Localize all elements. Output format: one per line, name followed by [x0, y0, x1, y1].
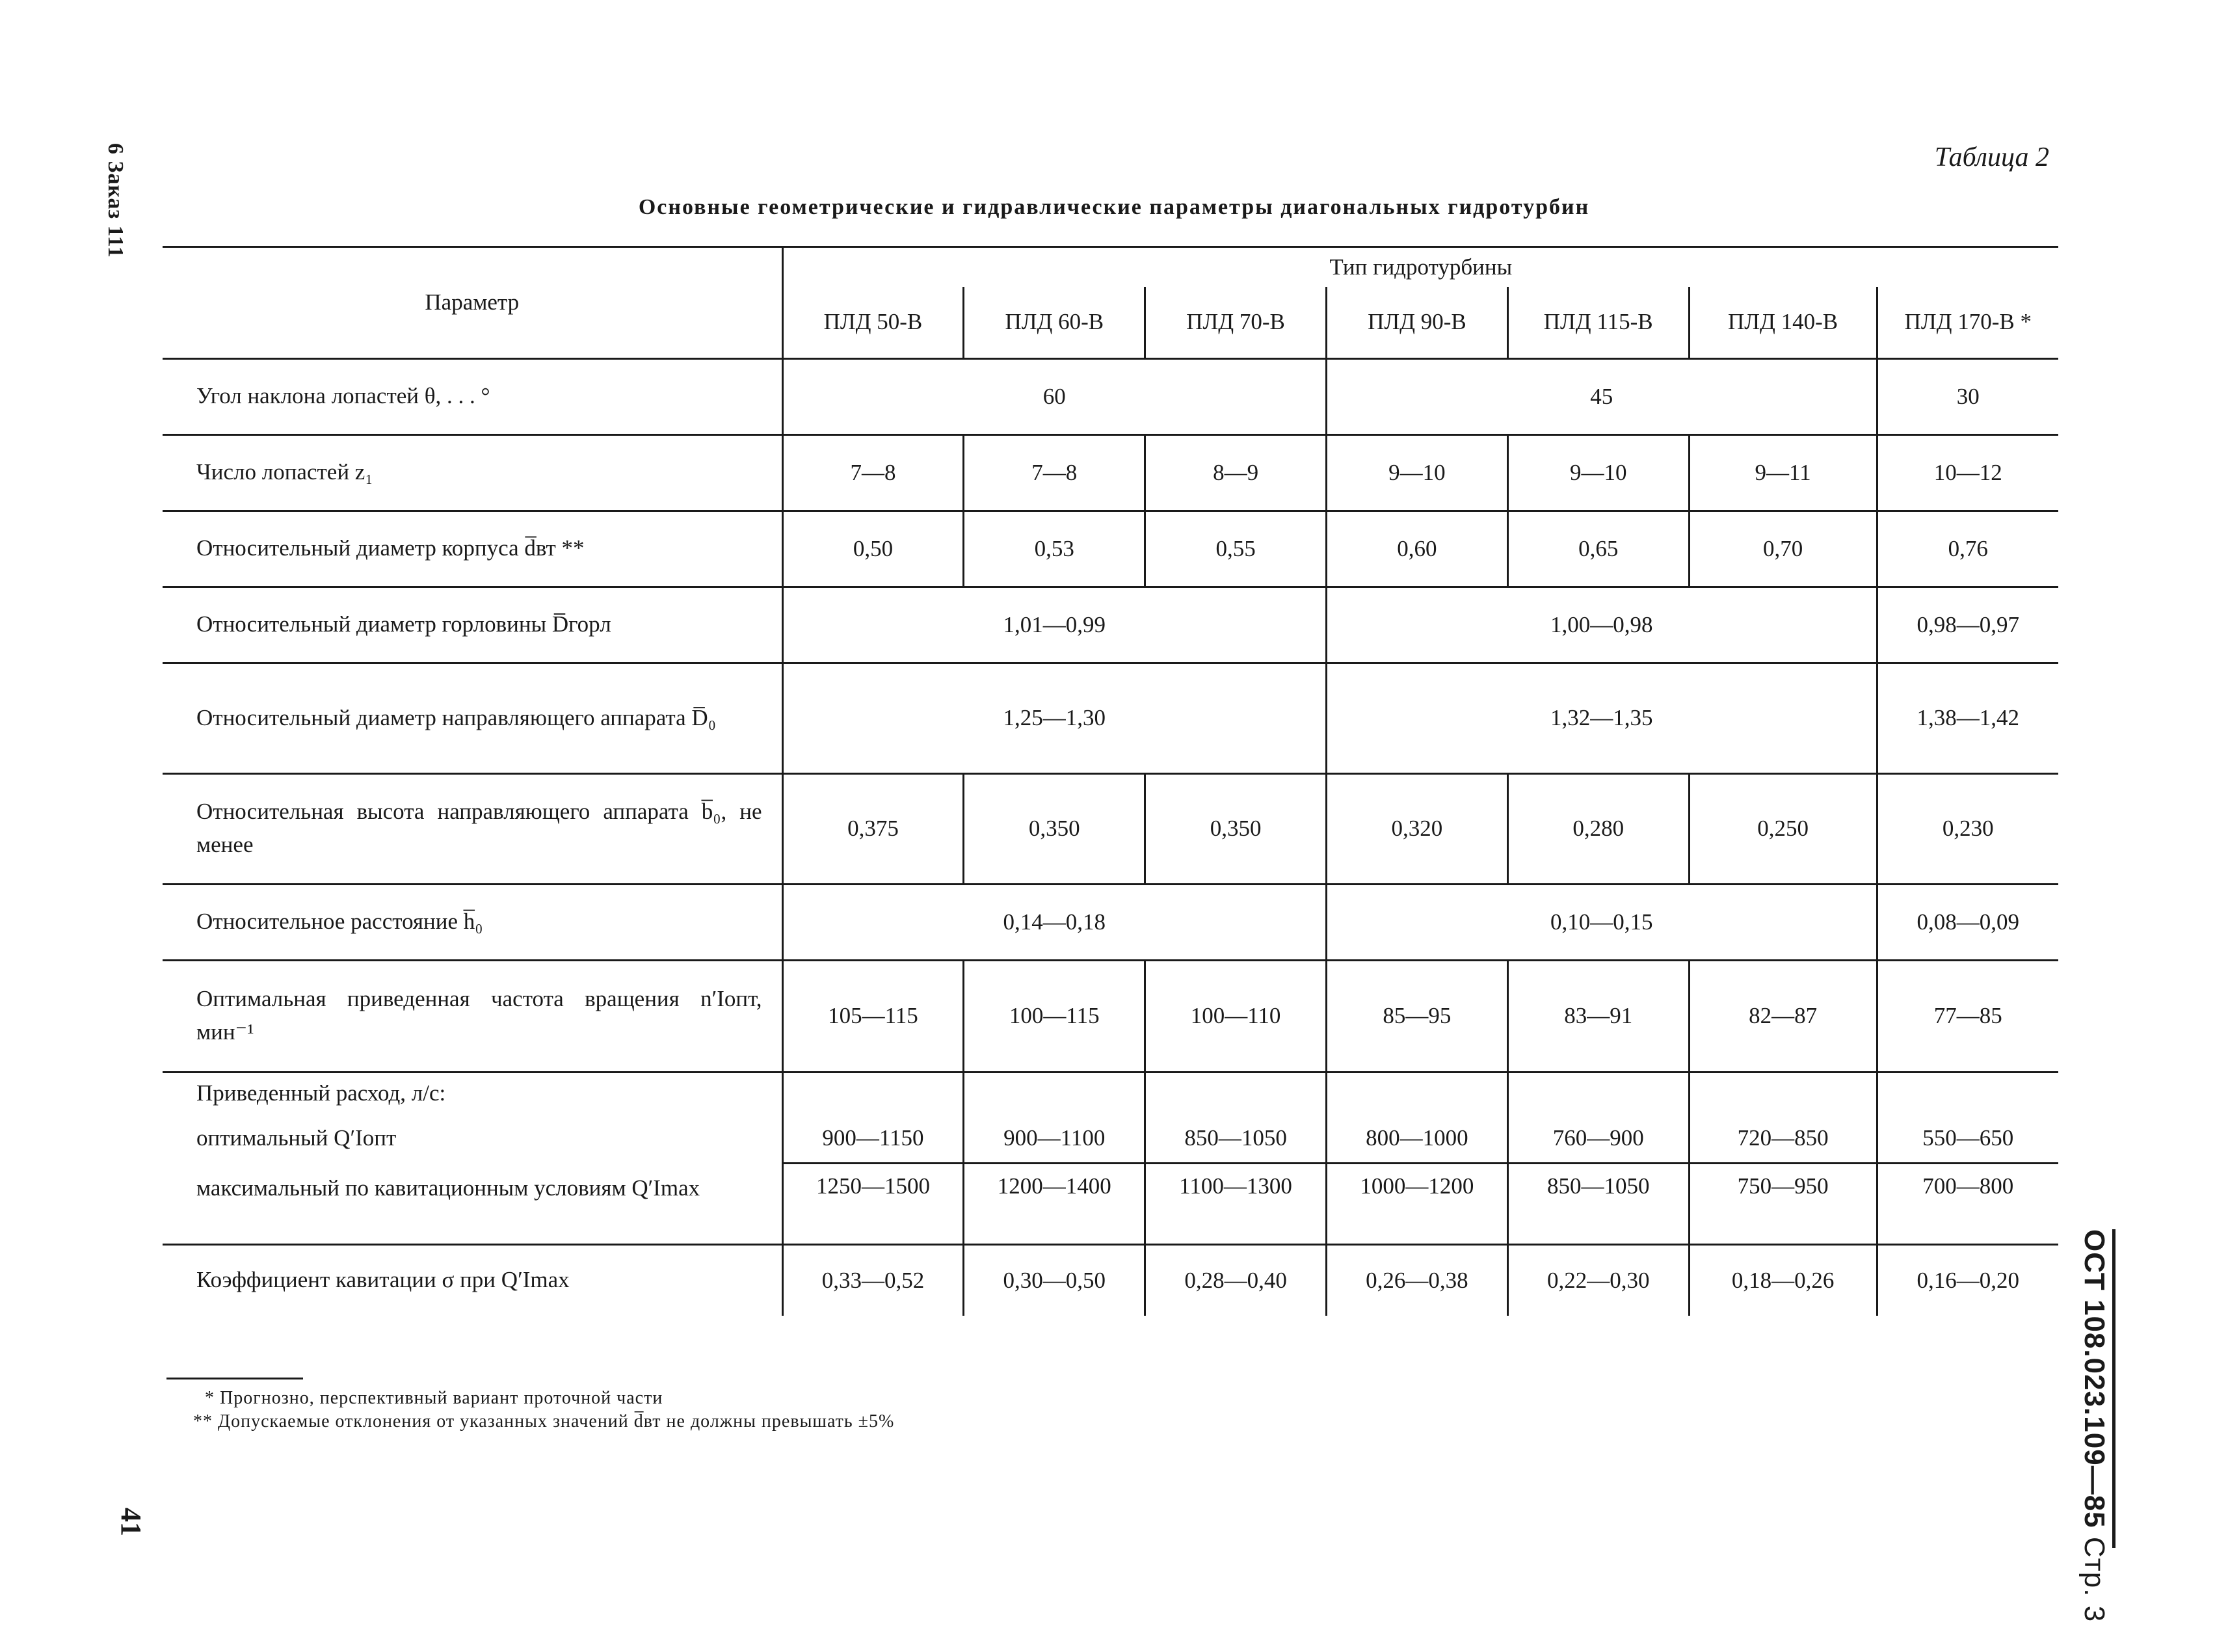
- cell: 60: [782, 358, 1326, 434]
- table-row: [163, 1114, 2058, 1163]
- cell: 30: [1877, 358, 2058, 434]
- table-row: [163, 1163, 2058, 1244]
- cell: 0,10—0,15: [1326, 884, 1877, 960]
- footnote-divider: [166, 1378, 303, 1379]
- order-label: 6 Заказ 111: [103, 143, 127, 258]
- page-number: 41: [115, 1508, 147, 1536]
- cell: 800—1000: [1326, 1114, 1507, 1163]
- cell: 700—800: [1877, 1163, 2058, 1244]
- cell: 9—10: [1507, 434, 1689, 511]
- standard-bar: [2112, 1229, 2115, 1548]
- row-label: оптимальный Q′Iопт: [196, 1125, 397, 1151]
- cell: 8—9: [1145, 434, 1327, 511]
- cell: 0,28—0,40: [1145, 1244, 1327, 1316]
- cell: 850—1050: [1507, 1163, 1689, 1244]
- table-row: [163, 1244, 2058, 1316]
- cell: 1250—1500: [782, 1163, 964, 1244]
- cell: 0,26—0,38: [1326, 1244, 1507, 1316]
- cell: 0,65: [1507, 511, 1689, 587]
- cell: 850—1050: [1145, 1114, 1327, 1163]
- cell: 0,55: [1145, 511, 1327, 587]
- cell: 0,14—0,18: [782, 884, 1326, 960]
- cell: 1,38—1,42: [1877, 663, 2058, 773]
- cell: 900—1100: [964, 1114, 1145, 1163]
- cell: 1,25—1,30: [782, 663, 1326, 773]
- header-type: Тип гидротурбины: [782, 247, 2058, 287]
- header-col: ПЛД 170-В *: [1877, 287, 2058, 358]
- cell: 0,70: [1689, 511, 1877, 587]
- cell: 0,350: [1145, 773, 1327, 884]
- cell: 900—1150: [782, 1114, 964, 1163]
- cell: 0,76: [1877, 511, 2058, 587]
- cell: 0,30—0,50: [964, 1244, 1145, 1316]
- cell: 0,60: [1326, 511, 1507, 587]
- cell: 1200—1400: [964, 1163, 1145, 1244]
- row-label: Оптимальная приведенная частота вращения n′Iопт, мин⁻¹: [163, 960, 782, 1072]
- table-row: [163, 663, 2058, 773]
- footnote: * Прогнозно, перспективный вариант проточной части: [205, 1388, 663, 1408]
- footnote: ** Допускаемые отклонения от указанных значений d̅вт не должны превышать ±5%: [193, 1411, 895, 1432]
- cell: 720—850: [1689, 1114, 1877, 1163]
- row-label: Приведенный расход, л/с:: [196, 1080, 446, 1106]
- cell: 83—91: [1507, 960, 1689, 1072]
- cell: 100—110: [1145, 960, 1327, 1072]
- header-col: ПЛД 115-В: [1507, 287, 1689, 358]
- table-row: [163, 358, 2058, 434]
- cell: 0,33—0,52: [782, 1244, 964, 1316]
- row-label: Относительный диаметр направляющего аппарата D̅₀: [163, 663, 782, 773]
- cell: 0,320: [1326, 773, 1507, 884]
- row-label: Относительное расстояние h̅₀: [163, 884, 782, 960]
- cell: 1100—1300: [1145, 1163, 1327, 1244]
- row-label: Коэффициент кавитации σ при Q′Imax: [196, 1267, 570, 1293]
- cell: 105—115: [782, 960, 964, 1072]
- header-col: ПЛД 50-В: [782, 287, 964, 358]
- row-label: Относительная высота направляющего аппарата b̅₀, не менее: [163, 773, 782, 884]
- row-label: Относительный диаметр горловины D̅горл: [163, 587, 782, 663]
- table-row: [163, 884, 2058, 960]
- cell: 7—8: [964, 434, 1145, 511]
- cell: 1,00—0,98: [1326, 587, 1877, 663]
- table-label: Таблица 2: [1934, 142, 2049, 172]
- cell: 1,32—1,35: [1326, 663, 1877, 773]
- cell: 0,250: [1689, 773, 1877, 884]
- cell: 0,375: [782, 773, 964, 884]
- header-col: ПЛД 90-В: [1326, 287, 1507, 358]
- row-label: Число лопастей z₁: [163, 434, 782, 511]
- cell: 7—8: [782, 434, 964, 511]
- table-row: [163, 773, 2058, 884]
- cell: 0,08—0,09: [1877, 884, 2058, 960]
- cell: 100—115: [964, 960, 1145, 1072]
- cell: 0,98—0,97: [1877, 587, 2058, 663]
- standard-page: Стр. 3: [2078, 1536, 2110, 1623]
- standard-number: ОСТ 108.023.109—85: [2078, 1229, 2110, 1528]
- table-row: [163, 960, 2058, 1072]
- cell: 85—95: [1326, 960, 1507, 1072]
- table-title: Основные геометрические и гидравлические параметры диагональных гидротурбин: [638, 195, 1590, 219]
- cell: 0,22—0,30: [1507, 1244, 1689, 1316]
- cell: 77—85: [1877, 960, 2058, 1072]
- footnotes: [193, 1387, 895, 1434]
- row-label: Относительный диаметр корпуса d̅вт **: [163, 511, 782, 587]
- table-row: [163, 511, 2058, 587]
- cell: 1,01—0,99: [782, 587, 1326, 663]
- header-col: ПЛД 60-В: [964, 287, 1145, 358]
- table-row: [163, 434, 2058, 511]
- cell: 9—11: [1689, 434, 1877, 511]
- cell: 550—650: [1877, 1114, 2058, 1163]
- cell: 45: [1326, 358, 1877, 434]
- header-param: Параметр: [163, 247, 782, 359]
- cell: 10—12: [1877, 434, 2058, 511]
- cell: 0,50: [782, 511, 964, 587]
- standard-code: [2078, 1229, 2110, 1622]
- table-row: [163, 587, 2058, 663]
- cell: 0,280: [1507, 773, 1689, 884]
- cell: 0,16—0,20: [1877, 1244, 2058, 1316]
- cell: 0,53: [964, 511, 1145, 587]
- row-label: максимальный по кавитационным условиям Q′Imax: [163, 1163, 782, 1244]
- cell: 750—950: [1689, 1163, 1877, 1244]
- cell: 0,350: [964, 773, 1145, 884]
- table-row: [163, 1072, 2058, 1114]
- header-col: ПЛД 140-В: [1689, 287, 1877, 358]
- parameters-table: [163, 246, 2058, 1316]
- cell: 1000—1200: [1326, 1163, 1507, 1244]
- cell: 760—900: [1507, 1114, 1689, 1163]
- cell: 0,230: [1877, 773, 2058, 884]
- cell: 82—87: [1689, 960, 1877, 1072]
- header-col: ПЛД 70-В: [1145, 287, 1327, 358]
- cell: 0,18—0,26: [1689, 1244, 1877, 1316]
- row-label: Угол наклона лопастей θ, . . . °: [163, 358, 782, 434]
- cell: 9—10: [1326, 434, 1507, 511]
